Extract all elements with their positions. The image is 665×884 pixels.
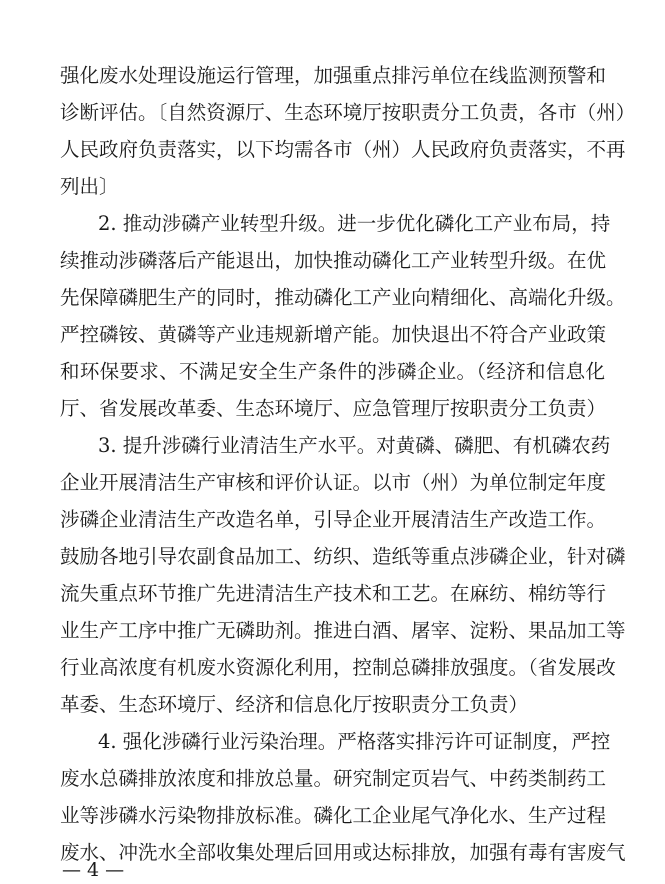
text-line: 续推动涉磷落后产能退出，加快推动磷化工产业转型升级。在优 bbox=[60, 249, 607, 272]
text-line: 厅、省发展改革委、生态环境厅、应急管理厅按职责分工负责） bbox=[60, 397, 607, 420]
text-line: 先保障磷肥生产的同时，推动磷化工产业向精细化、高端化升级。 bbox=[60, 286, 626, 309]
text-line: 业等涉磷水污染物排放标准。磷化工企业尾气净化水、生产过程 bbox=[60, 804, 607, 827]
text-line: 诊断评估。〔自然资源厅、生态环境厅按职责分工负责，各市（州） bbox=[60, 101, 636, 124]
text-line: 废水、冲洗水全部收集处理后回用或达标排放，加强有毒有害废气 bbox=[60, 841, 626, 864]
text-line: 行业高浓度有机废水资源化利用，控制总磷排放强度。（省发展改 bbox=[60, 656, 616, 679]
text-line: 革委、生态环境厅、经济和信息化厅按职责分工负责） bbox=[60, 693, 529, 716]
text-line: 强化废水处理设施运行管理，加强重点排污单位在线监测预警和 bbox=[60, 64, 607, 87]
text-line: 列出〕 bbox=[60, 175, 119, 198]
text-line: 流失重点环节推广先进清洁生产技术和工艺。在麻纺、棉纺等行 bbox=[60, 582, 607, 605]
text-line: 鼓励各地引导农副食品加工、纺织、造纸等重点涉磷企业，针对磷 bbox=[60, 545, 626, 568]
page-number: — 4 — bbox=[62, 859, 125, 881]
text-line: 涉磷企业清洁生产改造名单，引导企业开展清洁生产改造工作。 bbox=[60, 508, 607, 531]
text-line: 和环保要求、不满足安全生产条件的涉磷企业。（经济和信息化 bbox=[60, 360, 605, 383]
text-line: 人民政府负责落实，以下均需各市（州）人民政府负责落实，不再 bbox=[60, 138, 626, 161]
text-line: 废水总磷排放浓度和排放总量。研究制定页岩气、中药类制药工 bbox=[60, 767, 607, 790]
text-line: 业生产工序中推广无磷助剂。推进白酒、屠宰、淀粉、果品加工等 bbox=[60, 619, 626, 642]
text-line: 企业开展清洁生产审核和评价认证。以市（州）为单位制定年度 bbox=[60, 471, 607, 494]
paragraph-heading-line: 2. 推动涉磷产业转型升级。进一步优化磷化工产业布局，持 bbox=[98, 212, 611, 235]
paragraph-heading-line: 3. 提升涉磷行业清洁生产水平。对黄磷、磷肥、有机磷农药 bbox=[98, 434, 611, 457]
paragraph-heading-line: 4. 强化涉磷行业污染治理。严格落实排污许可证制度，严控 bbox=[98, 730, 611, 753]
text-line: 严控磷铵、黄磷等产业违规新增产能。加快退出不符合产业政策 bbox=[60, 323, 607, 346]
